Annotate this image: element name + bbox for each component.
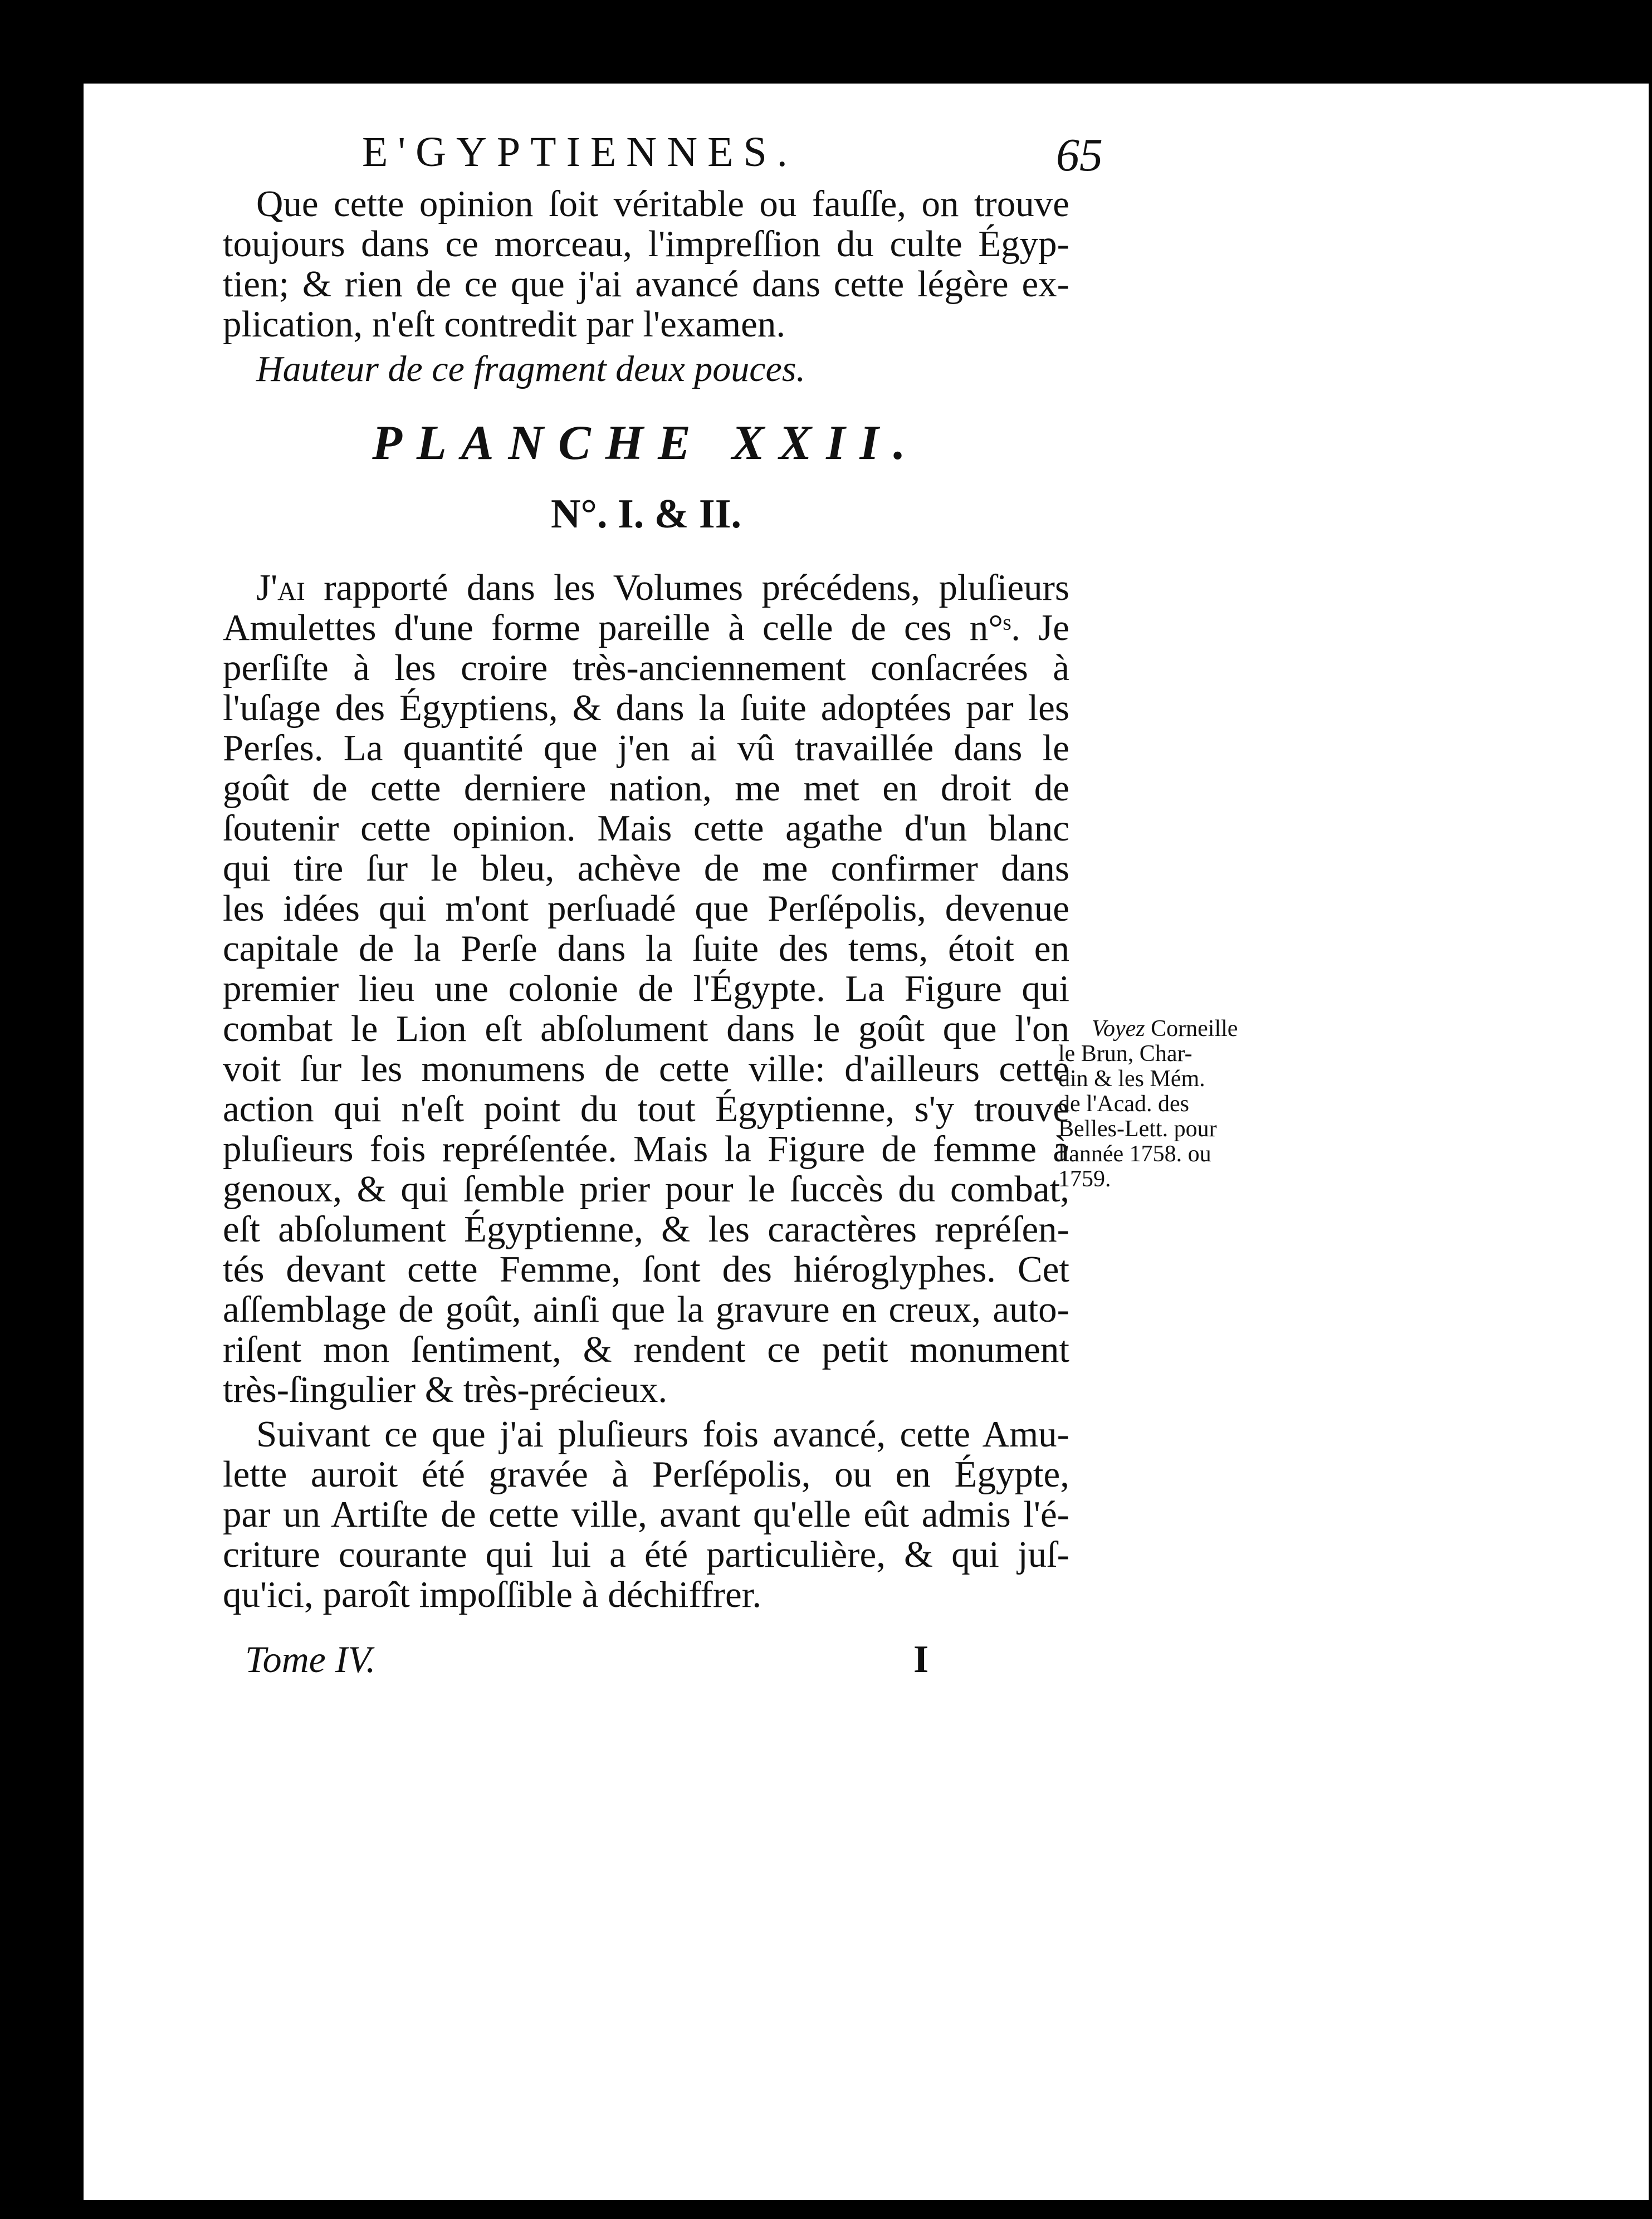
plate-title: PLANCHE XXII.	[372, 416, 920, 470]
text-line: perſiſte à les croire très-anciennement conſacrées à	[223, 647, 1069, 688]
text-line: combat le Lion eſt abſolument dans le goût que l'on	[223, 1008, 1069, 1049]
height-note: Hauteur de ce fragment deux pouces.	[256, 349, 806, 389]
paragraph-3	[223, 1414, 1069, 1615]
main-text-block	[223, 184, 1069, 1615]
text-line: plication, n'eſt contredit par l'examen.	[223, 304, 786, 345]
page-header	[278, 128, 1103, 189]
tome-label: Tome IV.	[245, 1638, 376, 1680]
note-italic-word: Voyez	[1092, 1016, 1145, 1042]
text-line: Que cette opinion ſoit véritable ou fauſſe, on trouve	[256, 183, 1069, 224]
paragraph-1	[223, 184, 1069, 344]
page-number: 65	[1056, 129, 1103, 181]
text-line: qu'ici, paroît impoſſible à déchiffrer.	[223, 1574, 762, 1615]
text-line: Perſes. La quantité que j'en ai vû travaillée dans le	[223, 727, 1069, 769]
text-line: premier lieu une colonie de l'Égypte. La Figure qui	[223, 968, 1069, 1009]
text-line: très-ſingulier & très-précieux.	[223, 1369, 668, 1410]
text-line: Amulettes d'une forme pareille à celle de ces n°ˢ. Je	[223, 607, 1069, 648]
text-line: tés devant cette Femme, ſont des hiéroglyphes. Cet	[223, 1249, 1069, 1290]
text-fragment: Corneille	[1145, 1016, 1238, 1042]
note-line: de l'Acad. des	[1058, 1091, 1189, 1117]
note-line: Belles-Lett. pour	[1058, 1116, 1217, 1142]
text-line: pluſieurs fois repréſentée. Mais la Figure de femme à	[223, 1128, 1069, 1170]
lead-small-caps: J'ai	[256, 567, 305, 608]
text-line: toujours dans ce morceau, l'impreſſion du culte Égyp-	[223, 223, 1069, 265]
text-line: lette auroit été gravée à Perſépolis, ou en Égypte,	[223, 1454, 1069, 1495]
text-line	[223, 568, 1069, 608]
text-line: criture courante qui lui a été particulière, & qui juſ-	[223, 1534, 1069, 1575]
text-line: Suivant ce que j'ai pluſieurs fois avancé, cette Amu-	[256, 1414, 1069, 1455]
text-line: les idées qui m'ont perſuadé que Perſépolis, devenue	[223, 888, 1069, 929]
note-line: din & les Mém.	[1058, 1066, 1205, 1092]
text-line: tien; & rien de ce que j'ai avancé dans cette légère ex-	[223, 263, 1069, 305]
paragraph-2	[223, 568, 1069, 1410]
note-line: 1759.	[1058, 1166, 1111, 1192]
text-line: aſſemblage de goût, ainſi que la gravure en creux, auto-	[223, 1289, 1069, 1330]
text-line: eſt abſolument Égyptienne, & les caractères repréſen-	[223, 1209, 1069, 1250]
note-line: le Brun, Char-	[1058, 1041, 1192, 1067]
text-line: riſent mon ſentiment, & rendent ce petit monument	[223, 1329, 1069, 1370]
note-line: l'année 1758. ou	[1058, 1141, 1211, 1167]
text-fragment: rapporté dans les Volumes précédens, pluſieurs	[305, 567, 1069, 608]
margin-note	[1058, 1016, 1270, 1192]
signature-mark: I	[913, 1638, 929, 1681]
text-line: qui tire ſur le bleu, achève de me confirmer dans	[223, 848, 1069, 889]
text-line: ſoutenir cette opinion. Mais cette agathe d'un blanc	[223, 808, 1069, 849]
note-line	[1058, 1016, 1270, 1042]
text-line: l'uſage des Égyptiens, & dans la ſuite adoptées par les	[223, 687, 1069, 729]
text-line: capitale de la Perſe dans la ſuite des tems, étoit en	[223, 928, 1069, 969]
text-line: voit ſur les monumens de cette ville: d'ailleurs cette	[223, 1048, 1069, 1089]
text-line: goût de cette derniere nation, me met en droit de	[223, 768, 1069, 809]
text-line: par un Artiſte de cette ville, avant qu'elle eût admis l'é-	[223, 1494, 1069, 1535]
plate-numbers: N°. I. & II.	[550, 491, 742, 537]
page-footer	[245, 1638, 980, 1693]
running-head: E'GYPTIENNES.	[362, 129, 798, 175]
text-line: genoux, & qui ſemble prier pour le ſuccès du combat,	[223, 1169, 1069, 1210]
text-line: action qui n'eſt point du tout Égyptienne, s'y trouve	[223, 1088, 1069, 1130]
